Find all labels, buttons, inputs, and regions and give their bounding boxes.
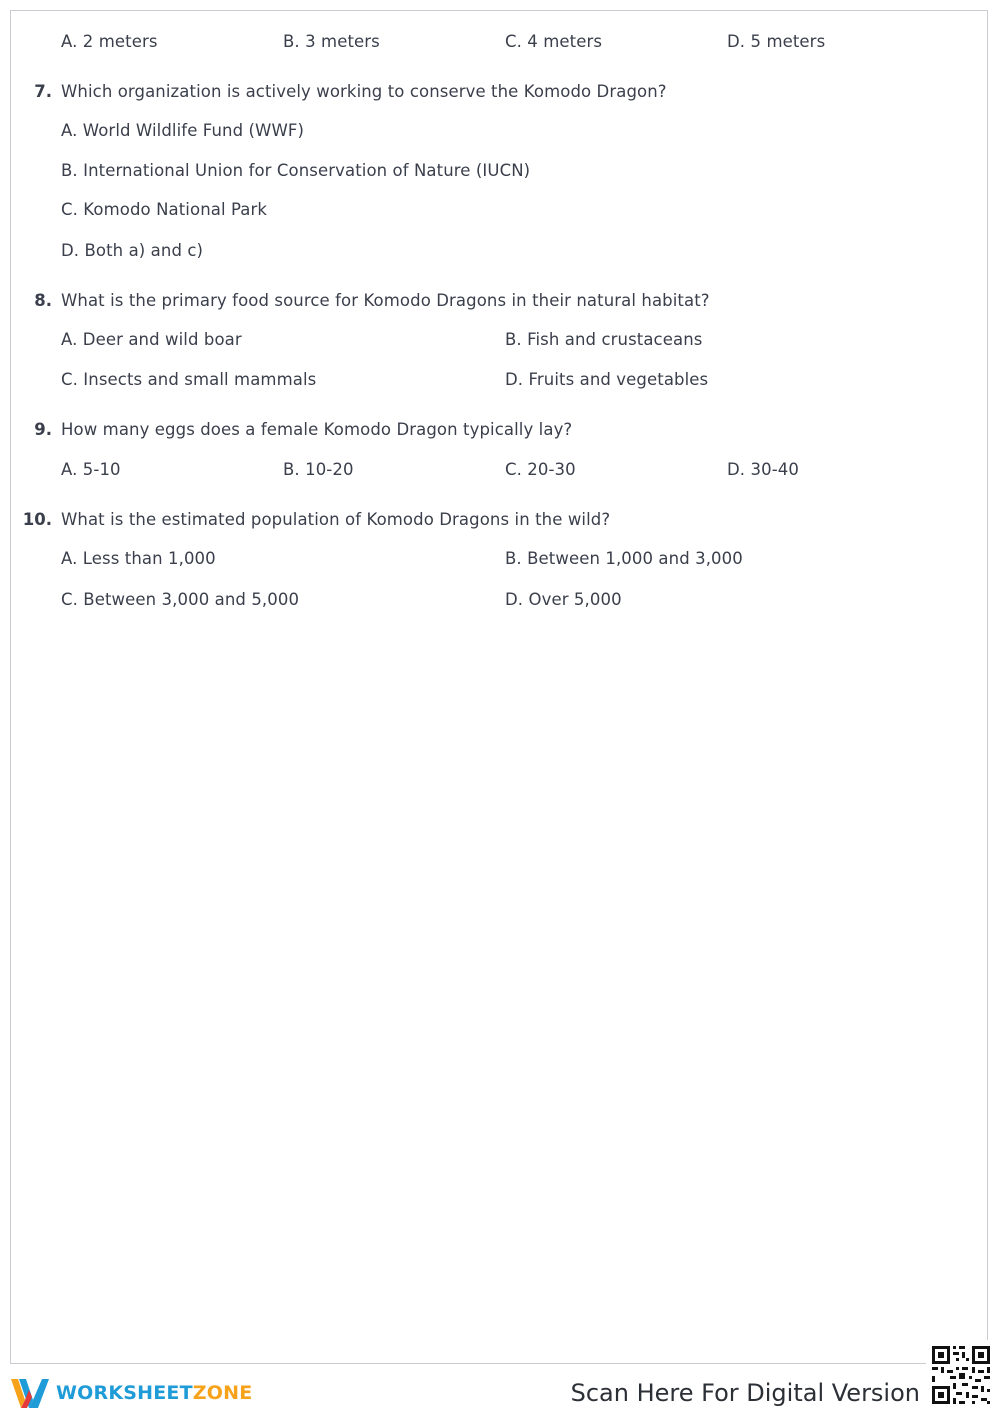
q7-number: 7. bbox=[34, 82, 52, 101]
q6-option-d: D. 5 meters bbox=[727, 32, 826, 51]
q10-number: 10. bbox=[22, 510, 52, 529]
q9-option-a: A. 5-10 bbox=[61, 460, 121, 479]
q7-option-c: C. Komodo National Park bbox=[61, 200, 268, 219]
logo-text bbox=[56, 1382, 252, 1404]
q6-option-a: A. 2 meters bbox=[61, 32, 158, 51]
q10-question: What is the estimated population of Komodo Dragons in the wild? bbox=[61, 510, 611, 529]
q9-question: How many eggs does a female Komodo Dragon typically lay? bbox=[61, 420, 573, 439]
q8-option-d: D. Fruits and vegetables bbox=[505, 370, 709, 389]
q8-option-b: B. Fish and crustaceans bbox=[505, 330, 703, 349]
q9-option-d: D. 30-40 bbox=[727, 460, 799, 479]
q8-option-c: C. Insects and small mammals bbox=[61, 370, 317, 389]
logo-text-zone: ZONE bbox=[192, 1382, 253, 1404]
q7-option-b: B. International Union for Conservation of Nature (IUCN) bbox=[61, 161, 531, 180]
q6-option-b: B. 3 meters bbox=[283, 32, 380, 51]
q10-option-a: A. Less than 1,000 bbox=[61, 549, 216, 568]
q9-option-c: C. 20-30 bbox=[505, 460, 576, 479]
q8-number: 8. bbox=[34, 291, 52, 310]
q10-option-b: B. Between 1,000 and 3,000 bbox=[505, 549, 743, 568]
q7-option-a: A. World Wildlife Fund (WWF) bbox=[61, 121, 305, 140]
q10-option-d: D. Over 5,000 bbox=[505, 590, 622, 609]
q6-option-c: C. 4 meters bbox=[505, 32, 603, 51]
q9-number: 9. bbox=[34, 420, 52, 439]
logo-text-worksheet: WORKSHEET bbox=[56, 1382, 193, 1404]
w-logo-icon bbox=[10, 1376, 50, 1410]
q8-question: What is the primary food source for Komodo Dragons in their natural habitat? bbox=[61, 291, 710, 310]
scan-caption: Scan Here For Digital Version bbox=[570, 1379, 920, 1407]
q7-question: Which organization is actively working to conserve the Komodo Dragon? bbox=[61, 82, 667, 101]
q9-option-b: B. 10-20 bbox=[283, 460, 354, 479]
q8-option-a: A. Deer and wild boar bbox=[61, 330, 242, 349]
qr-code-icon[interactable] bbox=[926, 1340, 996, 1410]
worksheet-zone-logo[interactable] bbox=[10, 1376, 252, 1410]
q10-option-c: C. Between 3,000 and 5,000 bbox=[61, 590, 300, 609]
q7-option-d: D. Both a) and c) bbox=[61, 241, 204, 260]
